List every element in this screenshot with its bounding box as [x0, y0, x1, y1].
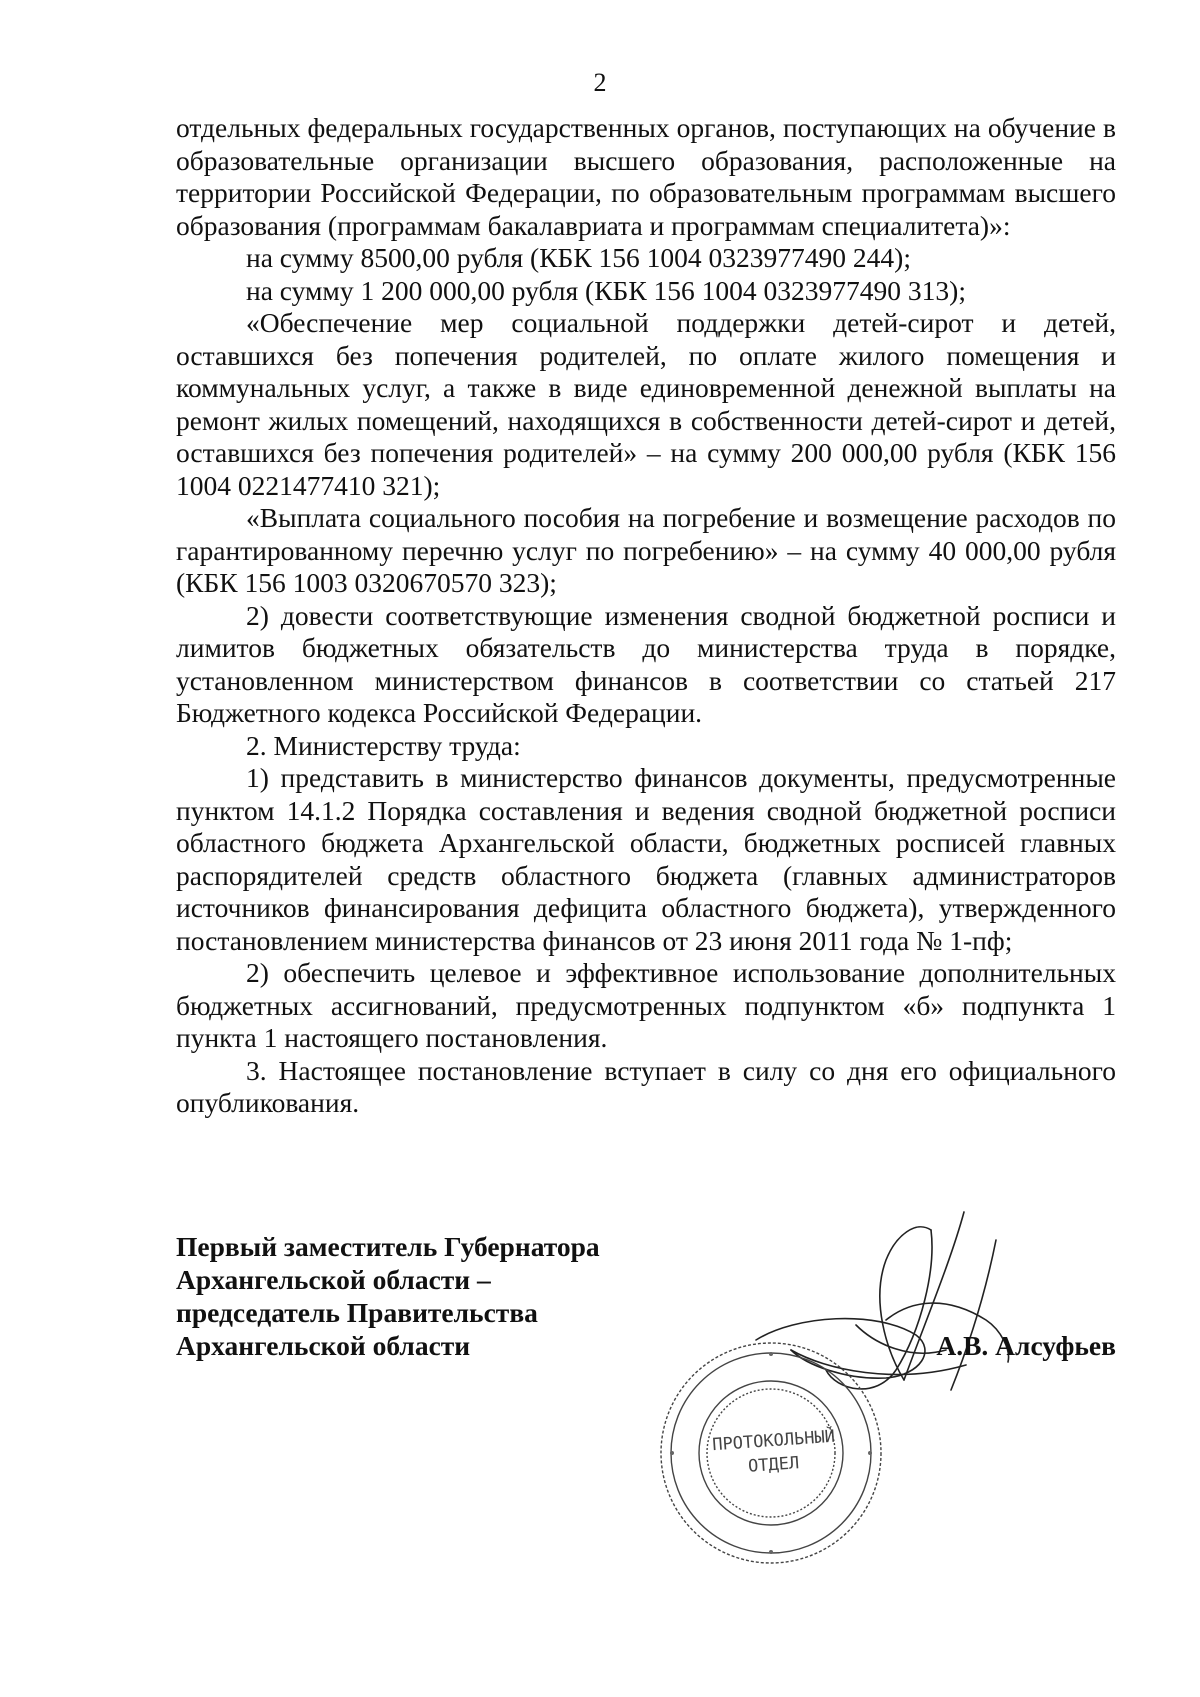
paragraph: 2. Министерству труда: [246, 729, 521, 761]
signatory-name: А.В. Алсуфьев [936, 1330, 1116, 1361]
paragraph: на сумму 8500,00 рубля (КБК 156 1004 0323977490 244); [246, 242, 911, 273]
paragraph: 2) обеспечить целевое и эффективное использование дополнительных бюджетных ассигнований, предусмотренных подпунктом «б» подпункта 1 пункта 1 настоящего постановления. [176, 957, 1116, 1053]
paragraph: «Обеспечение мер социальной поддержки детей-сирот и детей, оставшихся без попечения родителей, по оплате жилого помещения и коммунальных услуг, а также в виде единовременной денежной выплаты на ремонт жилых помещений, находящихся в собственности детей-сирот и детей, оставшихся без попечения родителей» – на сумму 200 000,00 рубля (КБК 156 1004 0221477410 321); [176, 307, 1116, 501]
seal-center-text: ПРОТОКОЛЬНЫЙ [711, 1426, 836, 1456]
signatory-title-line: Первый заместитель Губернатора [176, 1231, 600, 1262]
official-seal [656, 1338, 886, 1568]
paragraph: 3. Настоящее постановление вступает в силу со дня его официального опубликования. [176, 1054, 1116, 1118]
signatory-title-line: председатель Правительства [176, 1297, 538, 1328]
signatory-title [176, 1230, 736, 1362]
paragraph: отдельных федеральных государственных органов, поступающих на обучение в образовательные организации высшего образования, расположенные на территории Российской Федерации, по образовательным программам высшего образования (программам бакалавриата и программам специалитета)»: [176, 112, 1116, 241]
page-number: 2 [593, 68, 607, 97]
seal-center-text: ОТДЕЛ [747, 1453, 800, 1477]
paragraph: на сумму 1 200 000,00 рубля (КБК 156 1004 0323977490 313); [246, 274, 966, 306]
paragraph: 1) представить в министерство финансов документы, предусмотренные пунктом 14.1.2 Порядка составления и ведения сводной бюджетной росписи областного бюджета Архангельской области, бюджетных росписей главных распорядителей средств областного бюджета (главных администраторов источников финансирования дефицита областного бюджета), утвержденного постановлением министерства финансов от 23 июня 2011 года № 1-пф; [176, 762, 1116, 956]
paragraph: «Выплата социального пособия на погребение и возмещение расходов по гарантированному перечню услуг по погребению» – на сумму 40 000,00 рубля (КБК 156 1003 0320670570 323); [176, 502, 1116, 598]
signature-block [176, 1230, 1116, 1590]
paragraph: 2) довести соответствующие изменения сводной бюджетной росписи и лимитов бюджетных обязательств до министерства труда в порядке, установленном министерством финансов в соответствии со статьей 217 Бюджетного кодекса Российской Федерации. [176, 599, 1116, 728]
document-body [176, 112, 1116, 1120]
signatory-title-line: Архангельской области [176, 1330, 471, 1361]
signatory-title-line: Архангельской области – [176, 1264, 491, 1295]
